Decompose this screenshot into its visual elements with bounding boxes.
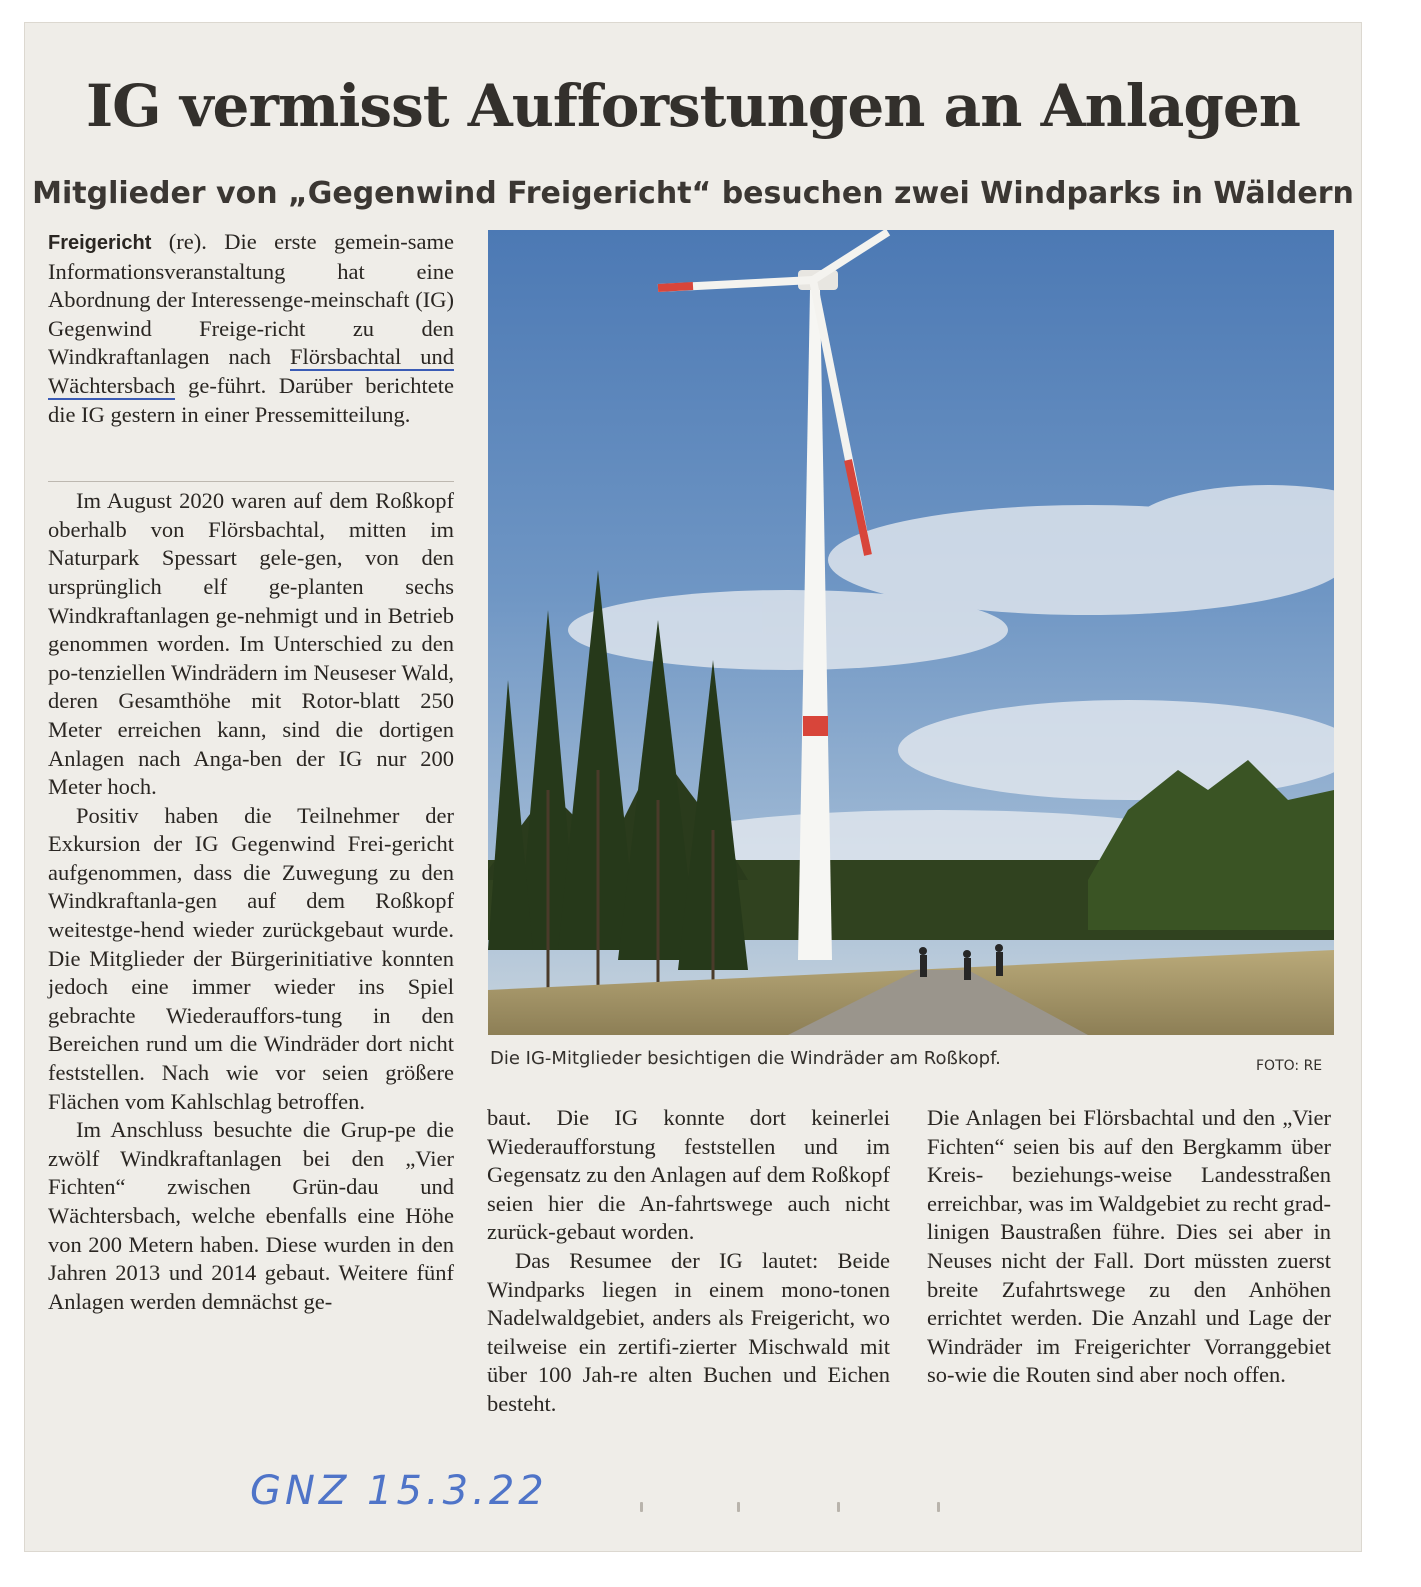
paragraph-2: Im August 2020 waren auf dem Roßkopf oberhalb von Flörsbachtal, mitten im Naturpark Spessart gele-gen, von den ursprünglich elf ge-planten sechs Windkraftanlagen ge-nehmigt und in Betrieb genommen worden. Im Unterschied zu den po-tenziellen Windrädern im Neuseser Wald, deren Gesamthöhe mit Rotor-blatt 250 Meter erreichen kann, sind die dortigen Anlagen nach Anga-ben der IG nur 200 Meter hoch. (48, 488, 454, 800)
staple-mark (837, 1502, 840, 1512)
underlined-places: Flörsbachtal und Wächtersbach (48, 344, 454, 398)
paragraph-1 (48, 228, 454, 429)
headline: IG vermisst Aufforstungen an Anlagen (86, 72, 1300, 140)
article-column-3 (927, 1104, 1331, 1390)
staple-mark (737, 1502, 740, 1512)
handwritten-source-note: GNZ 15.3.22 (250, 1468, 548, 1514)
article-column-1 (48, 228, 454, 1316)
staple-mark (640, 1502, 643, 1512)
blade-tip-red-left (658, 286, 693, 288)
paragraph-1-text: (re). Die erste gemein-same Informationsveranstaltung hat eine Abordnung der Interessenge-meinschaft (IG) Gegenwind Freige-richt zu den Windkraftanlagen nach (48, 229, 454, 370)
paragraph-4: Im Anschluss besuchte die Grup-pe die zwölf Windkraftanlagen bei den „Vier Fichten“ zwischen Grün-dau und Wächtersbach, welche ebenfalls eine Höhe von 200 Metern haben. Diese wurden in den Jahren 2013 und 2014 gebaut. Weitere fünf Anlagen werden demnächst ge- (48, 1117, 454, 1314)
paragraph-5: baut. Die IG konnte dort keinerlei Wiederaufforstung feststellen und im Gegensatz zu den Anlagen auf dem Roßkopf seien hier die An-fahrtswege auch nicht zurück-gebaut worden. (487, 1105, 890, 1245)
staple-mark (937, 1502, 940, 1512)
tower-stripe (803, 716, 828, 736)
paragraph-3: Positiv haben die Teilnehmer der Exkursion der IG Gegenwind Frei-gericht aufgenommen, dass die Zuwegung zu den Windkraftanla-gen auf dem Roßkopf weitestge-hend wieder zurückgebaut wurde. Die Mitglieder der Bürgerinitiative konnten jedoch eine immer wieder ins Spiel gebrachte Wiederauffors-tung in den Bereichen rund um die Windräder dort nicht feststellen. Nach wie vor seien größere Flächen vom Kahlschlag betroffen. (48, 802, 454, 1114)
photo-credit: FOTO: RE (1256, 1058, 1323, 1074)
paragraph-7: Die Anlagen bei Flörsbachtal und den „Vier Fichten“ seien bis auf den Bergkamm über Kreis- beziehungs-weise Landesstraßen erreichbar, was im Waldgebiet zu recht grad-linigen Baustraßen führe. Dies sei aber in Neuses nicht der Fall. Dort müssten zuerst breite Zufahrtswege zu den Anhöhen errichtet werden. Die Anzahl und Lage der Windräder im Freigerichter Vorranggebiet so-wie die Routen sind aber noch offen. (927, 1105, 1331, 1388)
article-column-2 (487, 1104, 890, 1419)
column-divider (48, 481, 454, 482)
dateline: Freigericht (48, 232, 152, 254)
paragraph-1-end: ge-führt. Darüber berichtete die IG gestern in einer Pressemitteilung. (48, 372, 454, 427)
paragraph-6: Das Resumee der IG lautet: Beide Windparks liegen in einem mono-tonen Nadelwaldgebiet, anders als Freigericht, wo teilweise ein zertifi-zierter Mischwald mit über 100 Jah-re alten Buchen und Eichen besteht. (487, 1247, 890, 1416)
windpark-photo (488, 230, 1334, 1035)
column-gap (48, 429, 454, 487)
subheadline: Mitglieder von „Gegenwind Freigericht“ besuchen zwei Windparks in Wäldern (32, 176, 1354, 211)
photo-caption: Die IG-Mitglieder besichtigen die Windräder am Roßkopf. (490, 1048, 1001, 1069)
